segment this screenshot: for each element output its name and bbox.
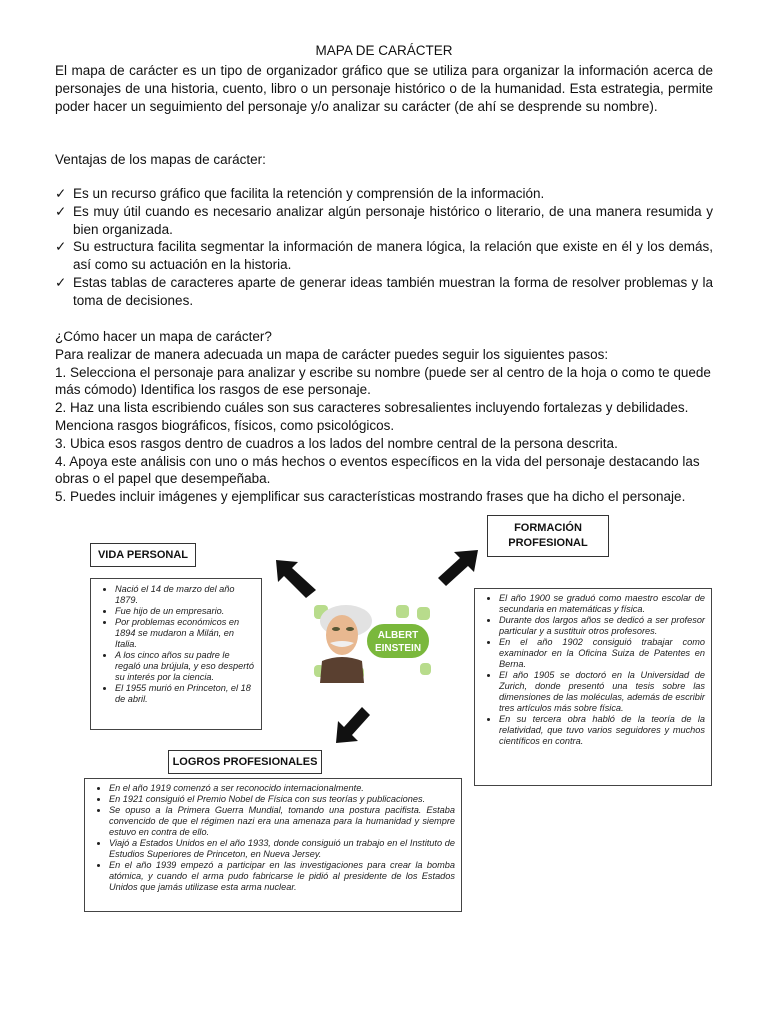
arrow-to-vida-personal-icon: [272, 556, 320, 602]
logros-box: [84, 778, 462, 912]
list-item: • Durante dos largos años se dedicó a ser profesor particular y a sustituir otros profesores.: [499, 615, 705, 637]
check-icon: ✓: [55, 186, 67, 201]
check-icon: ✓: [55, 203, 67, 219]
formacion-title: FORMACIÓN PROFESIONAL: [487, 515, 609, 557]
intro-paragraph: El mapa de carácter es un tipo de organizador gráfico que se utiliza para organizar la información acerca de personajes de una historia, cuento, libro o un personaje histórico o de la humanidad. Esta estrategia, permite poder hacer un seguimiento del personaje y/o analizar su carácter (de ahí se desprende su nombre).: [55, 63, 713, 114]
list-item: • El año 1900 se graduó como maestro escolar de secundaria en matemáticas y física.: [499, 593, 705, 615]
vida-personal-list: [91, 579, 261, 705]
step-5: 5. Puedes incluir imágenes y ejemplificar sus características mostrando frases que ha dicho el personaje.: [55, 489, 686, 505]
list-item: • En su tercera obra habló de la teoría de la relatividad, que tuvo varios seguidores y muchos científicos en contra.: [499, 714, 705, 747]
list-item: • En 1921 consiguió el Premio Nobel de Física con sus teorías y publicaciones.: [109, 794, 455, 805]
einstein-portrait: [312, 603, 432, 683]
arrow-to-formacion-icon: [436, 546, 482, 590]
logros-list: [85, 779, 461, 893]
list-item: • Por problemas económicos en 1894 se mudaron a Milán, en Italia.: [115, 617, 255, 650]
step-4: 4. Apoya este análisis con uno o más hechos o eventos específicos en la vida del personaje destacando las obras o el papel que desempeñaba.: [55, 453, 700, 487]
advantages-list: [55, 185, 713, 310]
list-item: • El año 1905 se doctoró en la Universidad de Zurich, donde presentó una tesis sobre las dimensiones de las moléculas, además de escribir tres artículos más sobre física.: [499, 670, 705, 714]
list-item: • Se opuso a la Primera Guerra Mundial, tomando una postura pacifista. Estaba convencido de que el régimen nazi era una amenaza para la humanidad y siempre estuvo en contra de ello.: [109, 805, 455, 838]
step-2: 2. Haz una lista escribiendo cuáles son sus caracteres sobresalientes incluyendo fortalezas y debilidades. Menciona rasgos biográficos, físicos, como psicológicos.: [55, 400, 689, 433]
list-item: ✓ Es muy útil cuando es necesario analizar algún personaje histórico o literario, de una manera resumida y bien organizada.: [55, 203, 713, 237]
page-title: MAPA DE CARÁCTER: [315, 43, 453, 58]
step-3: 3. Ubica esos rasgos dentro de cuadros a los lados del nombre central de la persona descrita.: [55, 435, 618, 451]
formacion-box: [474, 588, 712, 786]
list-item: ✓ Su estructura facilita segmentar la información de manera lógica, la relación que existe en él y los demás, así como su actuación en la historia.: [55, 239, 713, 273]
check-icon: ✓: [55, 239, 67, 255]
list-item: ✓ Estas tablas de caracteres aparte de generar ideas también muestran la forma de resolver problemas y la toma de decisiones.: [55, 274, 713, 308]
list-item: • A los cinco años su padre le regaló una brújula, y eso despertó su interés por la ciencia.: [115, 650, 255, 683]
list-item: ✓ Es un recurso gráfico que facilita la retención y comprensión de la información.: [55, 186, 545, 201]
step-1: 1. Selecciona el personaje para analizar y escribe su nombre (puede ser al centro de la hoja o como te quede más cómodo) Identifica los rasgos de ese personaje.: [55, 364, 711, 398]
list-item: • El 1955 murió en Princeton, el 18 de abril.: [115, 683, 255, 705]
list-item: • En el año 1919 comenzó a ser reconocido internacionalmente.: [109, 783, 455, 794]
center-name-line2: EINSTEIN: [374, 643, 422, 654]
advantages-heading: Ventajas de los mapas de carácter:: [55, 152, 266, 167]
howto-section: [55, 328, 713, 506]
list-item: • En el año 1902 consiguió trabajar como examinador en la Oficina Suiza de Patentes en Berna.: [499, 637, 705, 670]
center-name-line1: ALBERT: [377, 630, 419, 641]
list-item: • Viajó a Estados Unidos en el año 1933, donde consiguió un trabajo en el Instituto de Estudios Superiores de Princeton, en Nueva Jersey.: [109, 838, 455, 860]
howto-intro: Para realizar de manera adecuada un mapa de carácter puedes seguir los siguientes pasos:: [55, 346, 609, 362]
list-item: • Nació el 14 de marzo del año 1879.: [115, 584, 255, 606]
howto-heading: ¿Cómo hacer un mapa de carácter?: [55, 329, 272, 344]
formacion-list: [475, 589, 711, 747]
arrow-to-logros-icon: [330, 703, 372, 747]
vida-personal-title: VIDA PERSONAL: [90, 543, 196, 567]
vida-personal-box: [90, 578, 262, 730]
check-icon: ✓: [55, 274, 67, 290]
logros-title: LOGROS PROFESIONALES: [168, 750, 322, 774]
list-item: • Fue hijo de un empresario.: [115, 606, 255, 617]
list-item: • En el año 1939 empezó a participar en las investigaciones para crear la bomba atómica, y cuando el arma pudo fabricarse le pidió al presidente de los Estados Unidos que jamás utilizase esta arma nuclear.: [109, 860, 455, 893]
einstein-illustration: [312, 603, 432, 683]
